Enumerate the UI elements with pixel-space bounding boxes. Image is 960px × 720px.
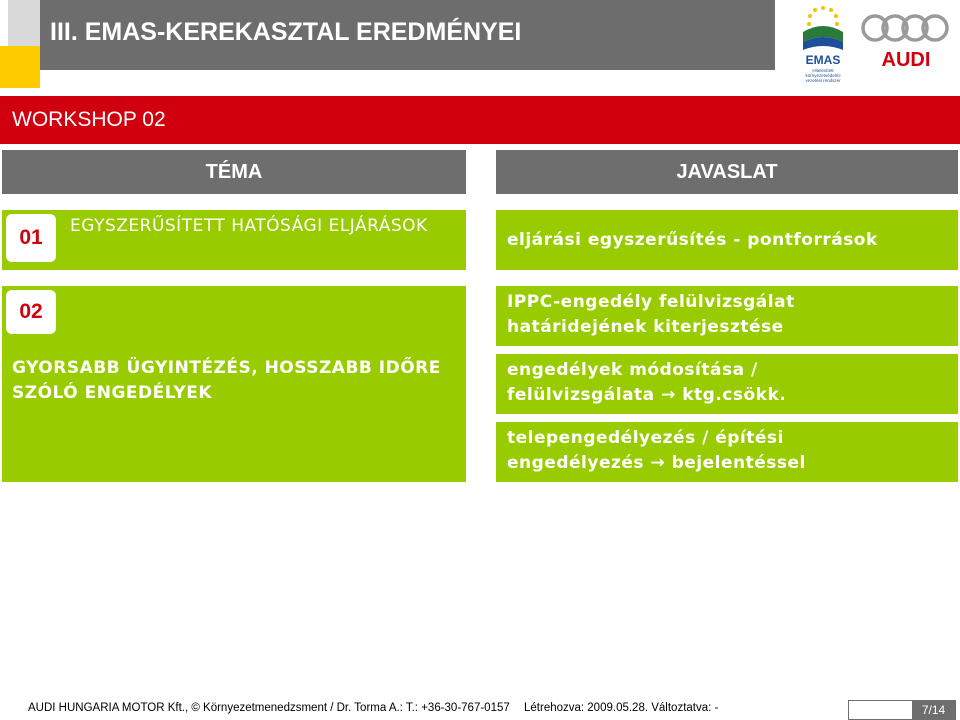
column-header-javaslat: JAVASLAT xyxy=(496,150,958,194)
proposal-line: határidejének kiterjesztése xyxy=(507,317,784,337)
svg-text:AUDI: AUDI xyxy=(881,49,931,70)
theme-number-02: 02 xyxy=(6,290,56,334)
proposal-line: telepengedélyezés / építési xyxy=(507,428,784,448)
eu-stars-icon xyxy=(807,6,839,26)
header-decoration-gray xyxy=(8,0,40,46)
emas-logo xyxy=(793,2,853,90)
proposal-text-3 xyxy=(507,358,947,408)
proposal-text-2 xyxy=(507,290,947,340)
column-header-tema: TÉMA xyxy=(2,150,466,194)
svg-text:környezetvédelmi: környezetvédelmi xyxy=(805,73,841,78)
header-decoration-yellow xyxy=(0,46,40,88)
proposal-line: ktg.csökk. xyxy=(682,385,787,405)
svg-text:EMAS: EMAS xyxy=(805,53,841,67)
footer-company: AUDI HUNGARIA MOTOR Kft., © Környezetmenedzsment / Dr. Torma A.: T.: +36-30-767-0157 xyxy=(28,702,510,714)
proposal-line: engedélyek módosítása / xyxy=(507,360,758,380)
audi-logo xyxy=(860,10,952,70)
svg-text:Hitelesített: Hitelesített xyxy=(812,68,834,73)
proposal-line: IPPC-engedély felülvizsgálat xyxy=(507,292,795,312)
arrow-right-icon: → xyxy=(661,385,676,405)
proposal-line: eljárási egyszerűsítés - pontforrások xyxy=(507,230,878,250)
proposal-text-4 xyxy=(507,426,947,476)
proposal-text-1 xyxy=(507,228,947,253)
proposal-line: engedélyezés xyxy=(507,453,645,473)
audi-rings-icon xyxy=(863,16,947,40)
page-title: III. EMAS-KEREKASZTAL EREDMÉNYEI xyxy=(50,18,522,46)
arrow-right-icon: → xyxy=(650,453,666,473)
theme-title-02: GYORSABB ÜGYINTÉZÉS, HOSSZABB IDŐRE SZÓLÓ ENGEDÉLYEK xyxy=(12,358,441,403)
svg-text:vezetési rendszer: vezetési rendszer xyxy=(805,78,841,83)
proposal-line: bejelentéssel xyxy=(671,453,806,473)
theme-title-01: EGYSZERŰSÍTETT HATÓSÁGI ELJÁRÁSOK xyxy=(70,216,428,236)
page-number: 7/14 xyxy=(912,701,955,719)
footer-dates: Létrehozva: 2009.05.28. Változtatva: - xyxy=(524,702,719,714)
proposal-line: felülvizsgálata xyxy=(507,385,655,405)
theme-number-01: 01 xyxy=(6,214,56,262)
workshop-label: WORKSHOP 02 xyxy=(12,108,166,131)
